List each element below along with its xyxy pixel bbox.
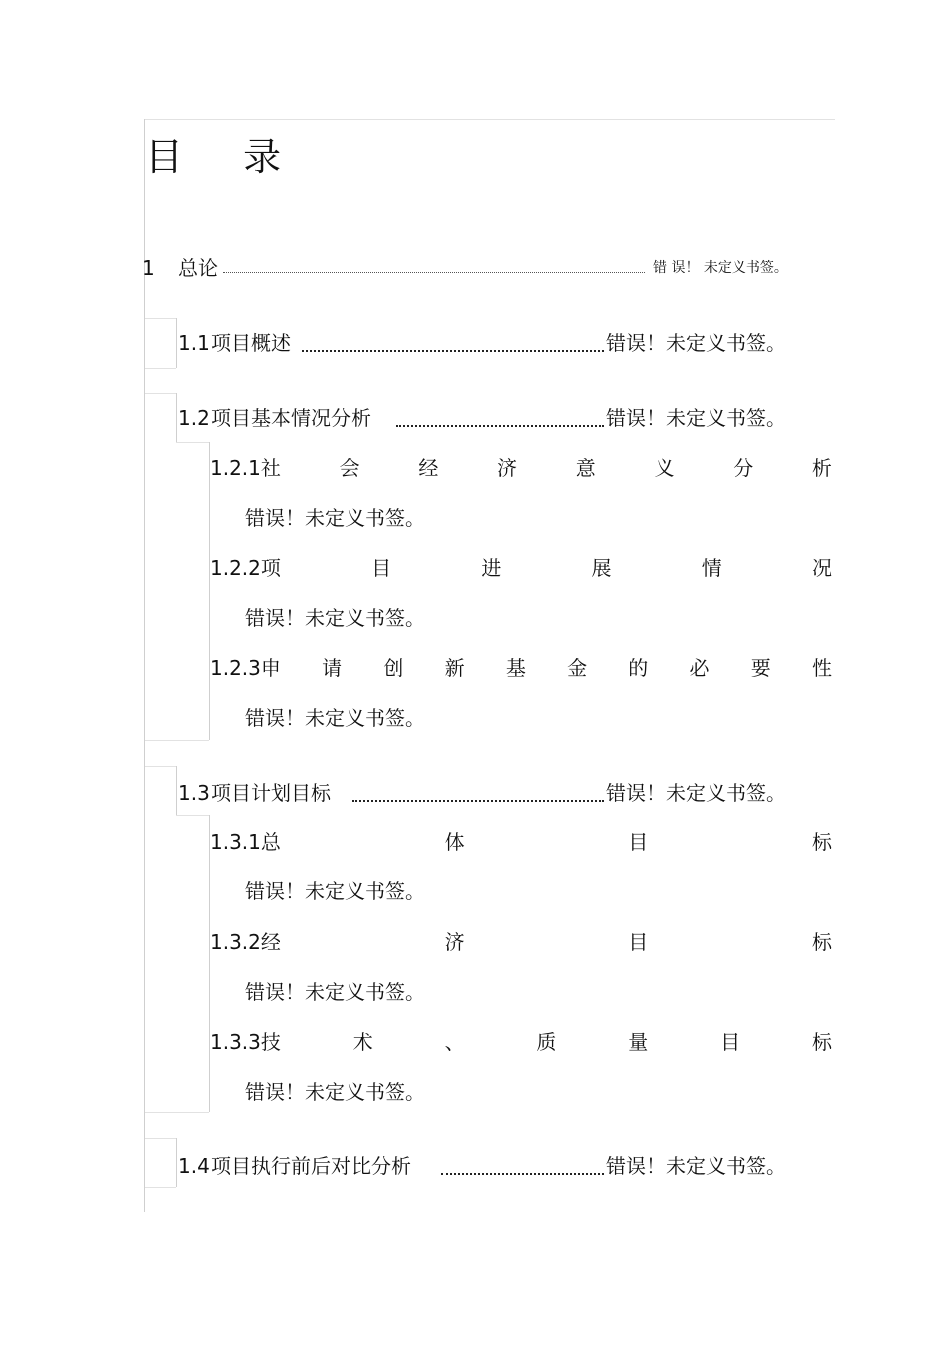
toc-entry-1-2-2-char: 进 <box>481 556 502 580</box>
bracket-1-3-sub <box>209 815 210 1112</box>
toc-entry-1-2-3[interactable] <box>210 658 832 678</box>
toc-entry-1-2-2-ref[interactable]: 错误！未定义书签。 <box>245 606 425 630</box>
toc-entry-1-2-1-char: 济 <box>497 456 518 480</box>
toc-entry-1-4-leader <box>441 1173 604 1175</box>
toc-entry-1-3-1-lead <box>210 832 281 852</box>
toc-entry-1-3-2-ref[interactable]: 错误！未定义书签。 <box>245 980 425 1004</box>
toc-entry-1-2-3-char: 金 <box>567 656 588 680</box>
toc-entry-1-2-3-number: 1.2.3 <box>210 656 261 680</box>
toc-entry-1-3-3-lead <box>210 1032 281 1052</box>
toc-entry-1-3-3-char: 目 <box>720 1030 741 1054</box>
toc-entry-1-3-2-char: 经 <box>260 930 281 954</box>
bracket-1-2-mid <box>176 442 209 443</box>
left-frame-line <box>144 119 145 1212</box>
toc-entry-1-2-1[interactable] <box>210 458 832 478</box>
toc-entry-1-3-leader <box>352 800 604 802</box>
toc-entry-1-2-3-char: 性 <box>812 656 832 680</box>
toc-entry-1-3-1[interactable] <box>210 832 832 852</box>
toc-entry-1-2-number[interactable]: 1.2 <box>178 406 210 430</box>
toc-entry-1-2-2-char: 情 <box>701 556 722 580</box>
toc-entry-1-2-3-char: 要 <box>750 656 771 680</box>
toc-entry-1-3-number[interactable]: 1.3 <box>178 781 210 805</box>
toc-entry-1-3-2-char: 目 <box>628 930 649 954</box>
toc-entry-1-1-ref[interactable]: 错误！未定义书签。 <box>606 331 786 355</box>
toc-entry-1-3-2-char: 标 <box>812 930 832 954</box>
toc-entry-1-3-ref[interactable]: 错误！未定义书签。 <box>606 781 786 805</box>
toc-entry-1-2-ref[interactable]: 错误！未定义书签。 <box>606 406 786 430</box>
toc-entry-1-4-number[interactable]: 1.4 <box>178 1154 210 1178</box>
toc-title: 目 录 <box>145 135 306 179</box>
toc-entry-1-ref[interactable]: 错 误！ 未定义书签。 <box>653 260 788 276</box>
toc-entry-1-3-3-char: 标 <box>811 1030 832 1054</box>
toc-entry-1-3-1-char: 总 <box>260 830 281 854</box>
toc-entry-1-2-1-char: 经 <box>418 456 439 480</box>
toc-entry-1-2-1-number: 1.2.1 <box>210 456 261 480</box>
toc-entry-1-1-title[interactable]: 项目概述 <box>211 331 291 355</box>
bracket-1-2-bottom <box>145 740 209 741</box>
toc-entry-1-4-title[interactable]: 项目执行前后对比分析 <box>211 1154 411 1178</box>
bracket-1-3-top <box>145 766 176 767</box>
toc-entry-1-3-3-ref[interactable]: 错误！未定义书签。 <box>245 1080 425 1104</box>
bracket-1-4-top <box>145 1138 176 1139</box>
bracket-1-3-mid <box>176 815 209 816</box>
toc-entry-1-3-1-char: 目 <box>628 830 649 854</box>
toc-entry-1-3-3-char: 、 <box>444 1030 465 1054</box>
toc-entry-1-2-3-char: 新 <box>444 656 465 680</box>
bracket-1-1-bottom <box>145 368 176 369</box>
toc-entry-1-number[interactable]: 1 <box>142 256 155 280</box>
toc-entry-1-2-1-char: 析 <box>811 456 832 480</box>
toc-entry-1-2-2-char: 项 <box>260 556 281 580</box>
toc-entry-1-2-2-char: 况 <box>811 556 832 580</box>
toc-entry-1-2-2-char: 展 <box>591 556 612 580</box>
toc-entry-1-2-title[interactable]: 项目基本情况分析 <box>211 406 371 430</box>
toc-entry-1-2-2-char: 目 <box>371 556 392 580</box>
toc-entry-1-2-3-char: 创 <box>383 656 404 680</box>
toc-entry-1-2-3-char: 的 <box>628 656 649 680</box>
toc-entry-1-2-3-lead <box>210 658 281 678</box>
toc-entry-1-3-1-char: 体 <box>444 830 465 854</box>
toc-entry-1-3-2[interactable] <box>210 932 832 952</box>
bracket-1-2 <box>176 393 177 442</box>
toc-entry-1-2-1-char: 社 <box>260 456 281 480</box>
toc-entry-1-2-3-char: 申 <box>260 656 281 680</box>
toc-entry-1-3-3-char: 技 <box>260 1030 281 1054</box>
toc-entry-1-3-3-char: 质 <box>536 1030 557 1054</box>
toc-entry-1-3-1-number: 1.3.1 <box>210 830 261 854</box>
toc-entry-1-3-2-char: 济 <box>444 930 465 954</box>
toc-entry-1-2-1-char: 意 <box>575 456 596 480</box>
toc-entry-1-3-2-lead <box>210 932 281 952</box>
bracket-1-2-sub <box>209 442 210 740</box>
toc-entry-1-2-3-char: 基 <box>505 656 526 680</box>
toc-entry-1-2-2-lead <box>210 558 281 578</box>
toc-entry-1-2-3-ref[interactable]: 错误！未定义书签。 <box>245 706 425 730</box>
bracket-1-1 <box>176 318 177 368</box>
bracket-1-3 <box>176 766 177 815</box>
toc-entry-1-3-1-ref[interactable]: 错误！未定义书签。 <box>245 879 425 903</box>
bracket-1-1-top <box>145 318 176 319</box>
toc-entry-1-3-1-char: 标 <box>812 830 832 854</box>
toc-entry-1-3-3-char: 量 <box>628 1030 649 1054</box>
toc-entry-1-2-3-char: 请 <box>322 656 343 680</box>
bracket-1-2-top <box>145 393 176 394</box>
toc-entry-1-2-2[interactable] <box>210 558 832 578</box>
toc-entry-1-3-3[interactable] <box>210 1032 832 1052</box>
toc-entry-1-2-1-lead <box>210 458 281 478</box>
toc-entry-1-2-1-ref[interactable]: 错误！未定义书签。 <box>245 506 425 530</box>
toc-entry-1-2-1-char: 义 <box>654 456 675 480</box>
page-top-rule <box>145 119 835 120</box>
toc-entry-1-2-3-char: 必 <box>689 656 710 680</box>
bracket-1-3-bottom <box>145 1112 209 1113</box>
toc-entry-1-4-ref[interactable]: 错误！未定义书签。 <box>606 1154 786 1178</box>
toc-entry-1-leader <box>223 272 645 273</box>
toc-entry-1-2-leader <box>396 425 604 427</box>
toc-entry-1-1-number[interactable]: 1.1 <box>178 331 210 355</box>
toc-entry-1-1-leader <box>302 350 604 352</box>
bracket-1-4 <box>176 1138 177 1187</box>
toc-entry-1-title[interactable]: 总论 <box>178 256 218 280</box>
toc-entry-1-3-title[interactable]: 项目计划目标 <box>211 781 331 805</box>
toc-entry-1-2-2-number: 1.2.2 <box>210 556 261 580</box>
toc-entry-1-3-2-number: 1.3.2 <box>210 930 261 954</box>
toc-entry-1-3-3-char: 术 <box>352 1030 373 1054</box>
toc-entry-1-2-1-char: 会 <box>339 456 360 480</box>
toc-entry-1-3-3-number: 1.3.3 <box>210 1030 261 1054</box>
toc-entry-1-2-1-char: 分 <box>733 456 754 480</box>
bracket-1-4-bottom <box>145 1187 176 1188</box>
